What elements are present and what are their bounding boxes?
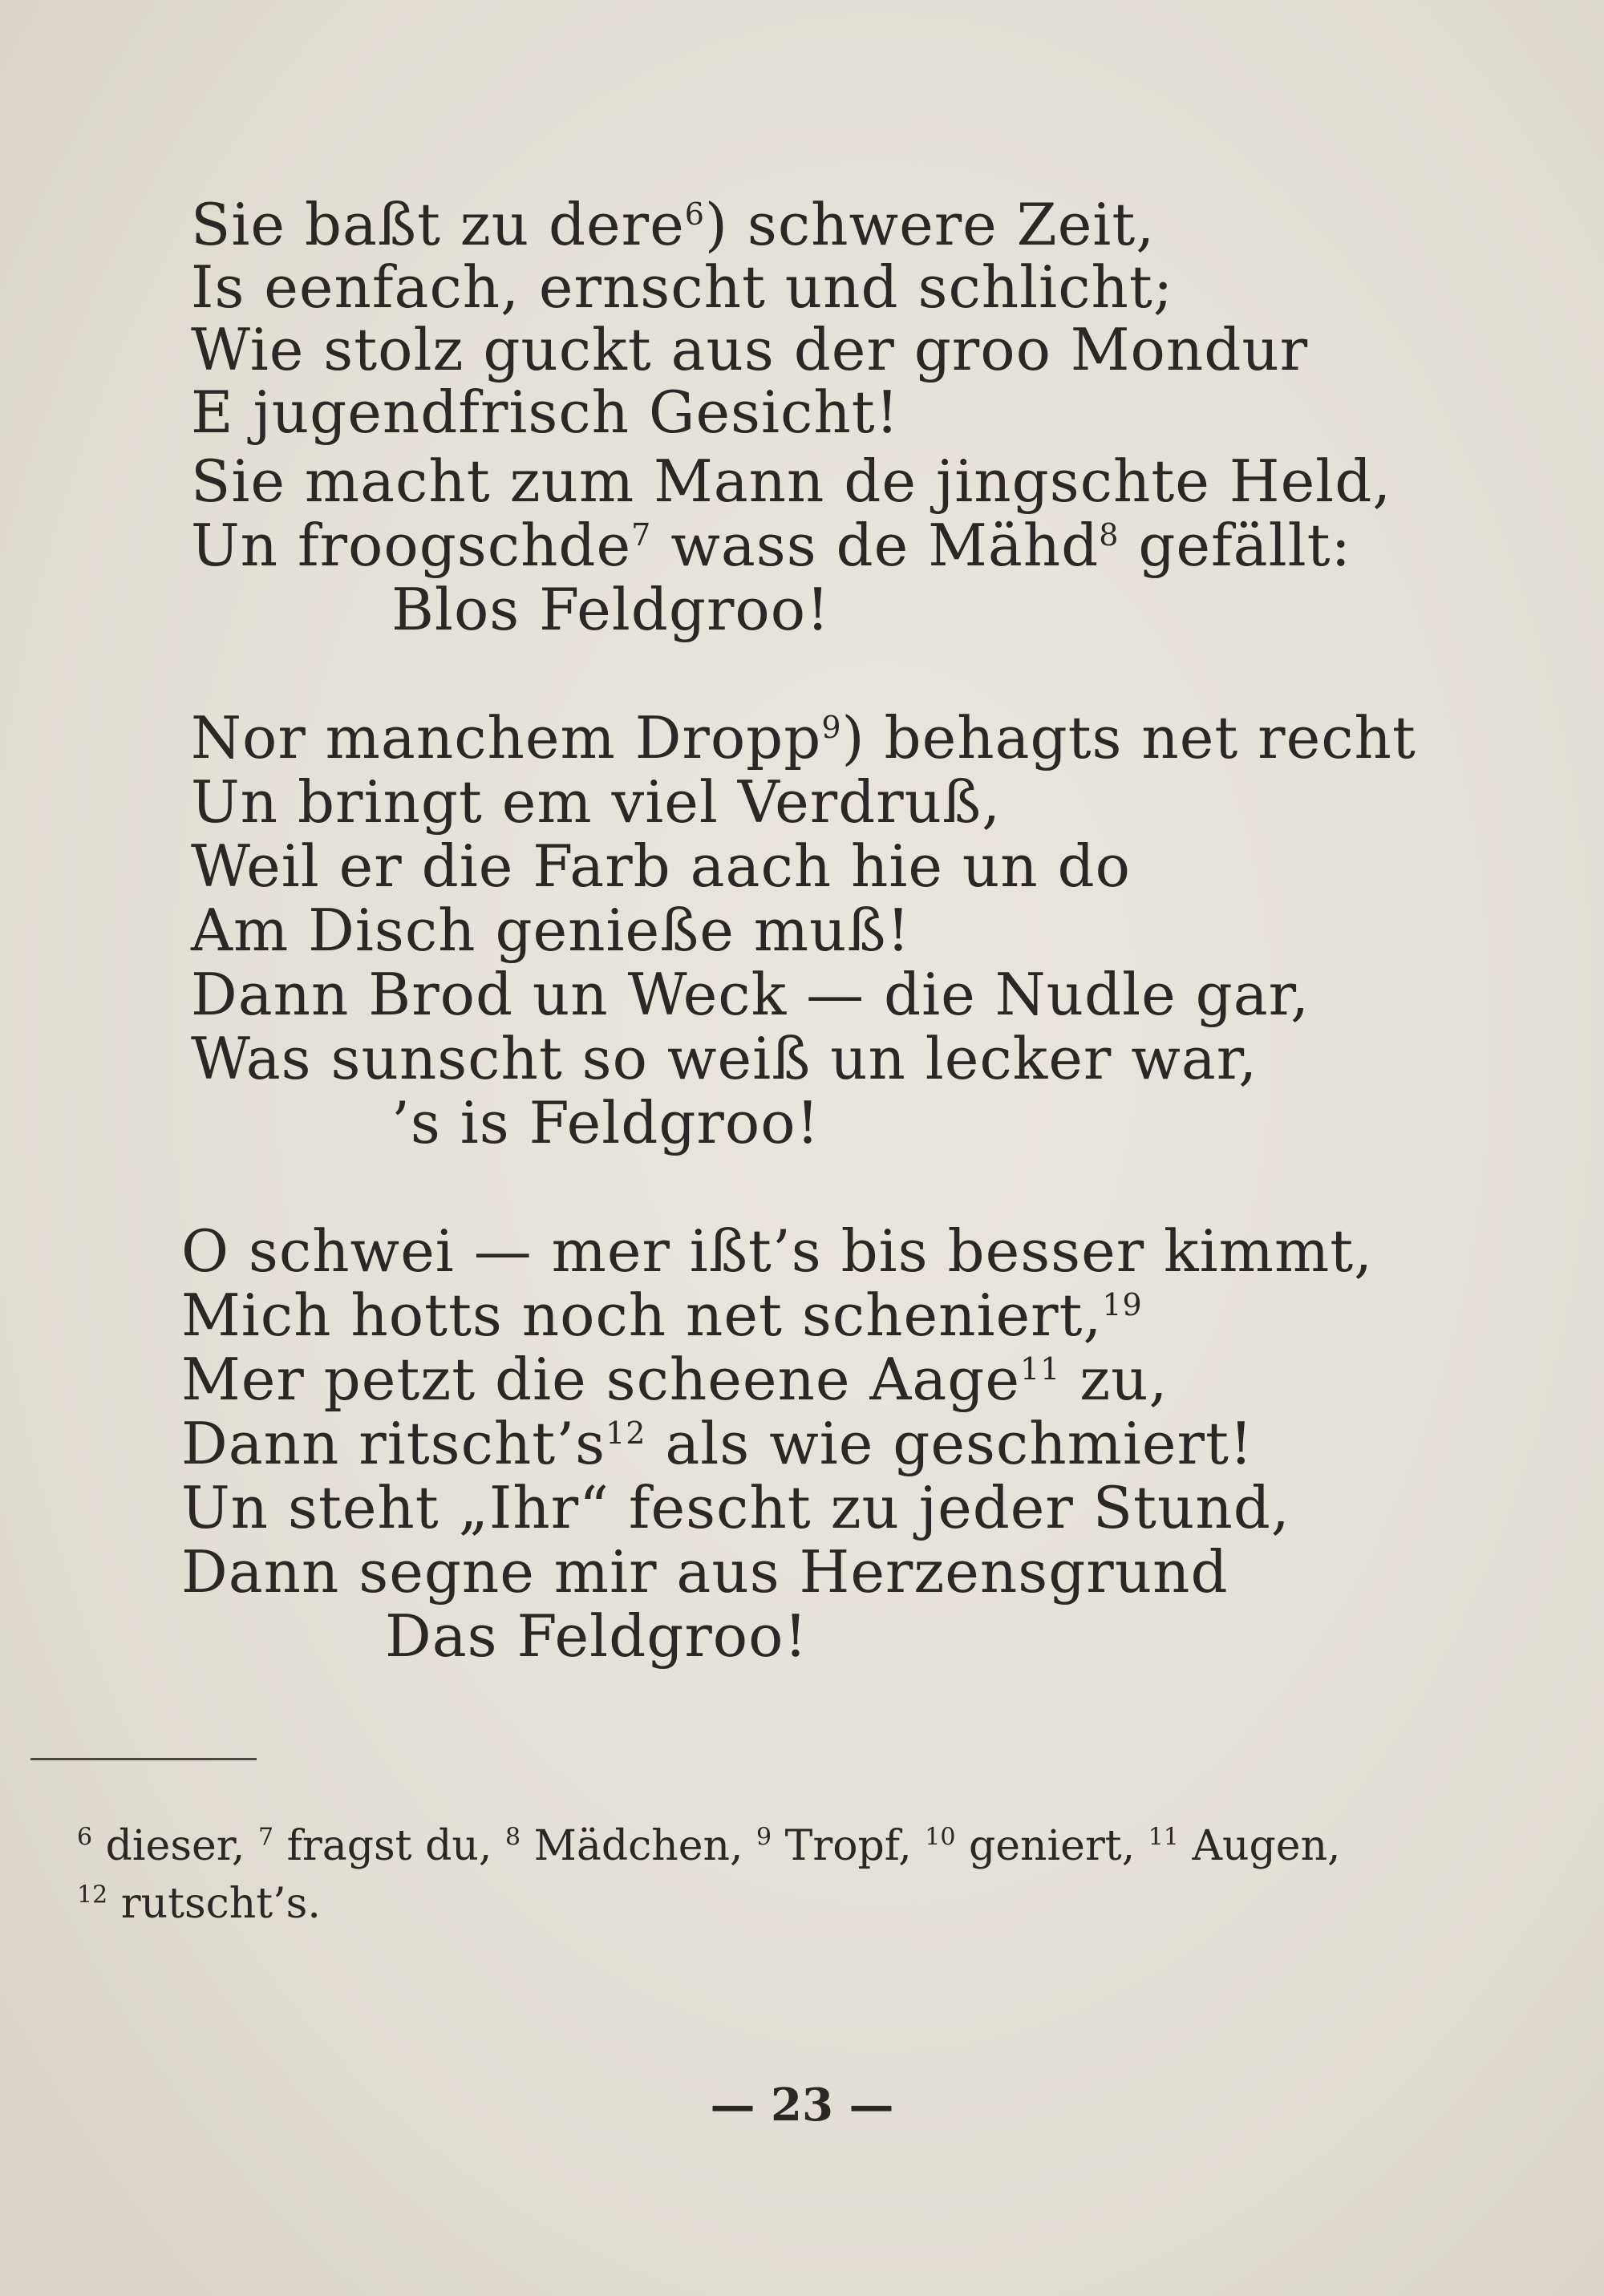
verse-line: Weil er die Farb aach hie un do	[191, 832, 1131, 900]
verse-line: O schwei — mer ißt’s bis besser kimmt,	[181, 1217, 1374, 1285]
footnote-ref: 8	[1099, 517, 1120, 553]
verse-line: Is eenfach, ernscht und schlicht;	[191, 253, 1174, 321]
verse-line: E jugendfrisch Gesicht!	[191, 379, 900, 446]
verse-line: Nor manchem Dropp$^9$) behagts net recht	[191, 704, 1416, 771]
footnote-ref: 9	[821, 710, 842, 745]
footnote-divider	[30, 1758, 257, 1760]
verse-line: Un steht „Ihr“ fescht zu jeder Stund,	[181, 1474, 1290, 1541]
footnote-ref: 19	[1102, 1287, 1143, 1322]
verse-line: Wie stolz guckt aus der groo Mondur	[191, 316, 1309, 383]
verse-line: Dann segne mir aus Herzensgrund	[181, 1538, 1229, 1606]
page-number: — 23 —	[710, 2079, 894, 2132]
verse-line: Sie baßt zu dere$^6$) schwere Zeit,	[191, 191, 1156, 258]
footnote-ref: 12	[606, 1415, 646, 1451]
verse-line: Am Disch genieße muß!	[191, 897, 911, 964]
footnote-ref: 7	[631, 517, 652, 553]
verse-line: Dann ritscht’s$^{12}$ als wie geschmiert!	[181, 1410, 1254, 1477]
verse-refrain: ’s is Feldgroo!	[391, 1089, 820, 1156]
footnote-ref: 11	[1020, 1351, 1061, 1387]
footnote-ref: 6	[684, 196, 705, 232]
verse-line: Was sunscht so weiß un lecker war,	[191, 1025, 1258, 1092]
verse-line: Mich hotts noch net scheniert,$^{19}$	[181, 1282, 1143, 1349]
verse-line: Dann Brod un Weck — die Nudle gar,	[191, 961, 1310, 1028]
verse-refrain: Das Feldgroo!	[385, 1602, 808, 1670]
footnotes-line-2: $^{12}$ rutscht’s.	[77, 1880, 321, 1928]
footnotes-line-1: $^6$ dieser, $^7$ fragst du, $^8$ Mädchen, $^9$ Tropf, $^{10}$ geniert, $^{11}$ Augen,	[77, 1822, 1341, 1870]
verse-line: Un bringt em viel Verdruß,	[191, 768, 1002, 836]
verse-line: Un froogschde$^7$ wass de Mähd$^8$ gefällt:	[191, 512, 1351, 579]
verse-line: Sie macht zum Mann de jingschte Held,	[191, 447, 1392, 515]
verse-line: Mer petzt die scheene Aage$^{11}$ zu,	[181, 1346, 1169, 1413]
verse-refrain: Blos Feldgroo!	[391, 576, 831, 643]
